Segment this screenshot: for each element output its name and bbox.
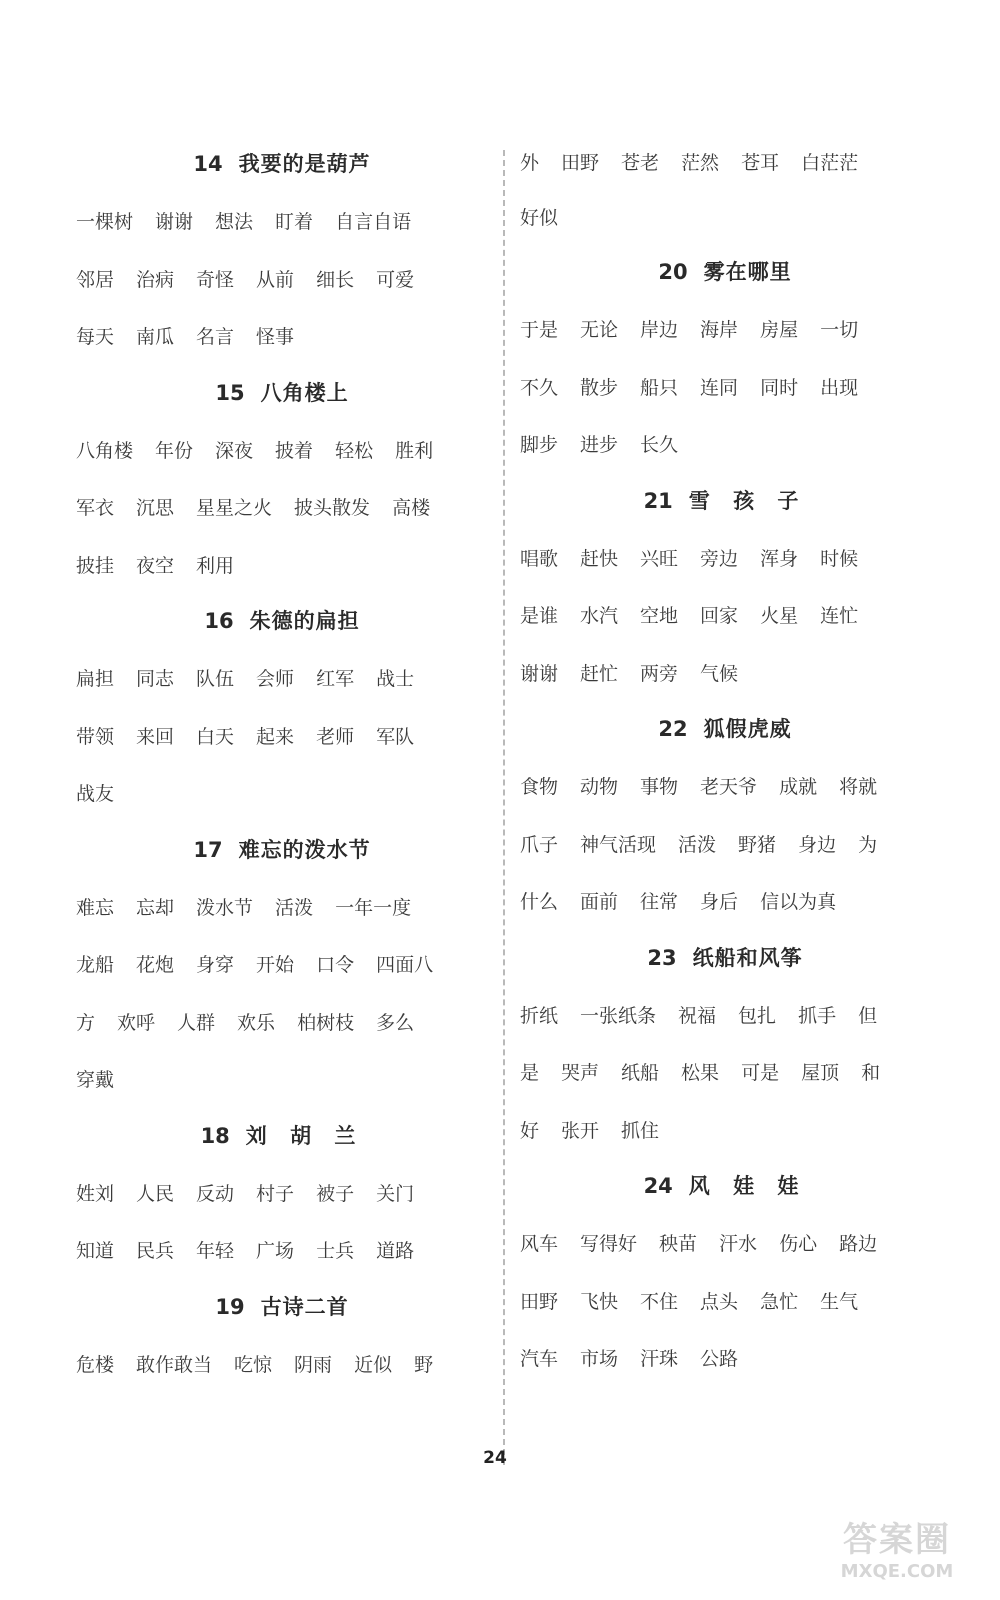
- word-list: [520, 759, 930, 932]
- vocab-word: 伤心: [779, 1233, 818, 1255]
- vocab-word: 可爱: [376, 268, 415, 291]
- vocab-word: 将就: [839, 776, 878, 798]
- vocab-word: 爪子: [520, 833, 559, 856]
- lesson-name: 风 娃 娃: [688, 1174, 807, 1198]
- vocab-word: 秧苗: [659, 1233, 698, 1255]
- vocab-word: 高楼: [392, 497, 431, 519]
- vocab-word: 身穿: [196, 954, 235, 976]
- vocab-word: 苍老: [621, 152, 660, 174]
- vocab-word: 夜空: [136, 554, 175, 577]
- vocab-word: 好似: [520, 207, 559, 229]
- vocab-word: 奇怪: [196, 268, 235, 291]
- vocab-word: 连忙: [820, 605, 859, 627]
- lesson-number: 14: [193, 152, 223, 176]
- vocab-word: 活泼: [275, 896, 314, 919]
- lesson-21: [520, 481, 930, 704]
- vocab-word: 胜利: [395, 439, 434, 462]
- right-column: [520, 138, 930, 1389]
- vocab-word: 风车: [520, 1233, 559, 1255]
- vocab-word: 吃惊: [234, 1353, 273, 1376]
- vocab-word: 连同: [700, 376, 739, 399]
- vocab-word: 战士: [376, 668, 415, 690]
- lesson-title: [76, 830, 488, 870]
- vocab-word: 南瓜: [136, 326, 175, 348]
- word-list: [76, 880, 488, 1110]
- vocab-word: 于是: [520, 319, 559, 341]
- vocab-word: 老天爷: [700, 776, 758, 798]
- lesson-title: [76, 1287, 488, 1327]
- vocab-word: 一张纸条: [580, 1004, 657, 1027]
- vocab-word: 生气: [820, 1290, 859, 1313]
- vocab-word: 房屋: [760, 319, 799, 341]
- vocab-word: 阴雨: [294, 1353, 333, 1376]
- vocab-word: 面前: [580, 891, 619, 913]
- vocab-word: 带领: [76, 725, 115, 748]
- vocab-word: 汗珠: [640, 1348, 679, 1370]
- word-list: [76, 651, 488, 824]
- vocab-word: 年份: [155, 439, 194, 462]
- vocab-word: 战友: [76, 783, 115, 805]
- vocab-word: 泼水节: [196, 896, 254, 919]
- lesson-number: 18: [200, 1123, 230, 1148]
- lesson-name: 朱德的扁担: [249, 609, 360, 633]
- vocab-word: 是谁: [520, 605, 559, 627]
- vocab-word: 长久: [640, 434, 679, 456]
- vocab-word: 邻居: [76, 268, 115, 291]
- lesson-23: [520, 938, 930, 1161]
- lesson-name: 刘 胡 兰: [245, 1123, 364, 1148]
- lesson-number: 15: [215, 380, 245, 405]
- lesson-name: 狐假虎威: [703, 717, 792, 741]
- vocab-word: 柏树枝: [297, 1011, 355, 1034]
- vocab-word: 想法: [215, 211, 254, 233]
- vocab-word: 为: [858, 833, 878, 856]
- vocab-word: 包扎: [738, 1004, 777, 1027]
- vocab-word: 一年一度: [335, 896, 412, 919]
- word-list: [76, 194, 488, 367]
- vocab-word: 写得好: [580, 1233, 638, 1255]
- watermark-logo-text: 答案圈: [843, 1520, 951, 1560]
- vocab-word: 知道: [76, 1240, 115, 1262]
- lesson-number: 16: [204, 609, 234, 633]
- lesson-17: [76, 830, 488, 1110]
- vocab-word: 欢乐: [237, 1011, 276, 1034]
- vocab-word: 抓住: [621, 1119, 660, 1142]
- vocab-word: 广场: [256, 1240, 295, 1262]
- vocab-word: 茫然: [681, 152, 720, 174]
- lesson-name: 我要的是葫芦: [238, 152, 371, 176]
- column-divider: [503, 150, 505, 1465]
- word-list: [76, 1337, 488, 1395]
- vocab-word: 市场: [580, 1348, 619, 1370]
- lesson-19: [76, 1287, 488, 1395]
- vocab-word: 田野: [520, 1290, 559, 1313]
- vocab-word: 气候: [700, 662, 739, 685]
- vocab-word: 浑身: [760, 547, 799, 570]
- vocab-word: 沉思: [136, 497, 175, 519]
- vocab-word: 空地: [640, 605, 679, 627]
- lesson-name: 纸船和风筝: [692, 945, 803, 970]
- lesson-number: 22: [658, 717, 688, 741]
- lesson-24: [520, 1166, 930, 1389]
- vocab-word: 是: [520, 1062, 540, 1084]
- vocab-word: 好: [520, 1119, 540, 1142]
- word-list: [520, 1216, 930, 1389]
- vocab-word: 往常: [640, 891, 679, 913]
- vocab-word: 野: [414, 1353, 434, 1376]
- vocab-word: 屋顶: [801, 1062, 840, 1084]
- vocab-word: 时候: [820, 547, 859, 570]
- vocab-word: 赶快: [580, 547, 619, 570]
- vocab-word: 散步: [580, 376, 619, 399]
- watermark-site: MXQE.COM: [840, 1561, 954, 1582]
- vocab-word: 会师: [256, 668, 295, 690]
- lesson-title: [520, 481, 930, 521]
- vocab-word: 开始: [256, 954, 295, 976]
- vocab-word: 自言自语: [335, 211, 412, 233]
- vocab-word: 食物: [520, 776, 559, 798]
- left-column: [76, 138, 488, 1394]
- vocab-word: 名言: [196, 326, 235, 348]
- vocab-word: 八角楼: [76, 439, 134, 462]
- vocab-word: 反动: [196, 1182, 235, 1205]
- vocab-word: 穿戴: [76, 1069, 115, 1091]
- vocab-word: 进步: [580, 434, 619, 456]
- vocab-word: 抓手: [798, 1004, 837, 1027]
- vocab-word: 但: [858, 1004, 878, 1027]
- vocab-word: 星星之火: [196, 497, 273, 519]
- vocab-word: 飞快: [580, 1290, 619, 1313]
- watermark: [812, 1512, 982, 1592]
- vocab-word: 红军: [316, 668, 355, 690]
- lesson-name: 八角楼上: [260, 380, 349, 405]
- continued-word-list: [520, 136, 930, 246]
- vocab-word: 同志: [136, 668, 175, 690]
- vocab-word: 老师: [316, 725, 355, 748]
- vocab-word: 事物: [640, 776, 679, 798]
- lesson-number: 20: [658, 260, 688, 284]
- vocab-word: 披挂: [76, 554, 115, 577]
- vocab-word: 白茫茫: [801, 152, 859, 174]
- vocab-word: 折纸: [520, 1004, 559, 1027]
- vocab-word: 动物: [580, 776, 619, 798]
- vocab-word: 细长: [316, 268, 355, 291]
- vocab-word: 治病: [136, 268, 175, 291]
- lesson-title: [76, 1116, 488, 1156]
- vocab-word: 白天: [196, 725, 235, 748]
- lesson-name: 雾在哪里: [703, 260, 792, 284]
- vocab-word: 利用: [196, 554, 235, 577]
- vocab-word: 危楼: [76, 1353, 115, 1376]
- lesson-14: [76, 144, 488, 367]
- vocab-word: 神气活现: [580, 833, 657, 856]
- lesson-number: 19: [215, 1294, 245, 1319]
- vocab-word: 什么: [520, 891, 559, 913]
- vocab-word: 方: [76, 1011, 96, 1034]
- vocab-word: 岸边: [640, 319, 679, 341]
- vocab-word: 脚步: [520, 434, 559, 456]
- vocab-word: 谢谢: [155, 211, 194, 233]
- vocab-word: 轻松: [335, 439, 374, 462]
- vocab-word: 难忘: [76, 896, 115, 919]
- vocab-word: 敢作敢当: [136, 1353, 213, 1376]
- lesson-title: [520, 252, 930, 292]
- vocab-word: 公路: [700, 1348, 739, 1370]
- vocab-word: 松果: [681, 1062, 720, 1084]
- vocab-word: 汽车: [520, 1348, 559, 1370]
- vocab-word: 人民: [136, 1182, 175, 1205]
- vocab-word: 近似: [354, 1353, 393, 1376]
- vocab-word: 两旁: [640, 662, 679, 685]
- lesson-title: [76, 373, 488, 413]
- vocab-word: 关门: [376, 1182, 415, 1205]
- lesson-title: [520, 1166, 930, 1206]
- vocab-word: 被子: [316, 1182, 355, 1205]
- vocab-word: 披头散发: [294, 497, 371, 519]
- vocab-word: 深夜: [215, 439, 254, 462]
- vocab-word: 哭声: [561, 1062, 600, 1084]
- vocab-word: 不住: [640, 1290, 679, 1313]
- vocab-word: 旁边: [700, 547, 739, 570]
- vocab-word: 可是: [741, 1062, 780, 1084]
- vocab-word: 活泼: [678, 833, 717, 856]
- vocab-word: 汗水: [719, 1233, 758, 1255]
- vocab-word: 水汽: [580, 605, 619, 627]
- vocab-word: 纸船: [621, 1062, 660, 1084]
- vocab-word: 村子: [256, 1182, 295, 1205]
- lesson-name: 难忘的泼水节: [238, 837, 371, 862]
- vocab-word: 花炮: [136, 954, 175, 976]
- vocab-word: 祝福: [678, 1004, 717, 1027]
- vocab-word: 盯着: [275, 211, 314, 233]
- lesson-20: [520, 252, 930, 475]
- vocab-word: 身后: [700, 891, 739, 913]
- vocab-word: 队伍: [196, 668, 235, 690]
- vocab-word: 兴旺: [640, 547, 679, 570]
- lesson-22: [520, 709, 930, 932]
- vocab-word: 每天: [76, 326, 115, 348]
- vocab-word: 年轻: [196, 1240, 235, 1262]
- vocab-word: 口令: [316, 954, 355, 976]
- vocab-word: 来回: [136, 725, 175, 748]
- vocab-word: 扁担: [76, 668, 115, 690]
- word-list: [76, 423, 488, 596]
- vocab-word: 唱歌: [520, 547, 559, 570]
- lesson-name: 古诗二首: [260, 1294, 349, 1319]
- vocab-word: 张开: [561, 1119, 600, 1142]
- vocab-word: 和: [861, 1062, 881, 1084]
- vocab-word: 欢呼: [117, 1011, 156, 1034]
- vocab-word: 海岸: [700, 319, 739, 341]
- vocab-word: 回家: [700, 605, 739, 627]
- lesson-number: 24: [643, 1174, 673, 1198]
- vocab-word: 急忙: [760, 1290, 799, 1313]
- vocab-word: 同时: [760, 376, 799, 399]
- vocab-word: 道路: [376, 1240, 415, 1262]
- vocab-word: 信以为真: [760, 891, 837, 913]
- vocab-word: 谢谢: [520, 662, 559, 685]
- lesson-15: [76, 373, 488, 596]
- vocab-word: 忘却: [136, 896, 175, 919]
- vocab-word: 人群: [177, 1011, 216, 1034]
- page-number: 24: [483, 1448, 507, 1468]
- vocab-word: 路边: [839, 1233, 878, 1255]
- vocab-word: 披着: [275, 439, 314, 462]
- vocab-word: 一棵树: [76, 211, 134, 233]
- vocab-word: 怪事: [256, 326, 295, 348]
- vocab-word: 点头: [700, 1290, 739, 1313]
- vocab-word: 民兵: [136, 1240, 175, 1262]
- vocab-word: 无论: [580, 319, 619, 341]
- vocab-word: 苍耳: [741, 152, 780, 174]
- lesson-title: [520, 709, 930, 749]
- vocab-word: 船只: [640, 376, 679, 399]
- vocab-word: 姓刘: [76, 1182, 115, 1205]
- vocab-word: 身边: [798, 833, 837, 856]
- lesson-16: [76, 601, 488, 824]
- vocab-word: 龙船: [76, 954, 115, 976]
- word-list: [520, 988, 930, 1161]
- vocab-word: 出现: [820, 376, 859, 399]
- lesson-title: [76, 601, 488, 641]
- vocab-word: 外: [520, 152, 540, 174]
- lesson-number: 21: [643, 488, 673, 513]
- vocab-word: 军队: [376, 725, 415, 748]
- vocab-word: 四面八: [376, 954, 434, 976]
- vocab-word: 士兵: [316, 1240, 355, 1262]
- vocab-word: 从前: [256, 268, 295, 291]
- word-list: [520, 531, 930, 704]
- lesson-title: [520, 938, 930, 978]
- lesson-title: [76, 144, 488, 184]
- word-list: [520, 302, 930, 475]
- lesson-18: [76, 1116, 488, 1281]
- lesson-number: 23: [647, 945, 677, 970]
- vocab-word: 一切: [820, 319, 859, 341]
- vocab-word: 田野: [561, 152, 600, 174]
- vocab-word: 成就: [779, 776, 818, 798]
- vocab-word: 赶忙: [580, 662, 619, 685]
- vocab-word: 多么: [376, 1011, 415, 1034]
- vocab-word: 火星: [760, 605, 799, 627]
- vocab-word: 起来: [256, 725, 295, 748]
- vocab-word: 野猪: [738, 833, 777, 856]
- word-list: [76, 1166, 488, 1281]
- lesson-name: 雪 孩 子: [688, 488, 807, 513]
- vocab-word: 军衣: [76, 497, 115, 519]
- lesson-number: 17: [193, 837, 223, 862]
- vocab-word: 不久: [520, 376, 559, 399]
